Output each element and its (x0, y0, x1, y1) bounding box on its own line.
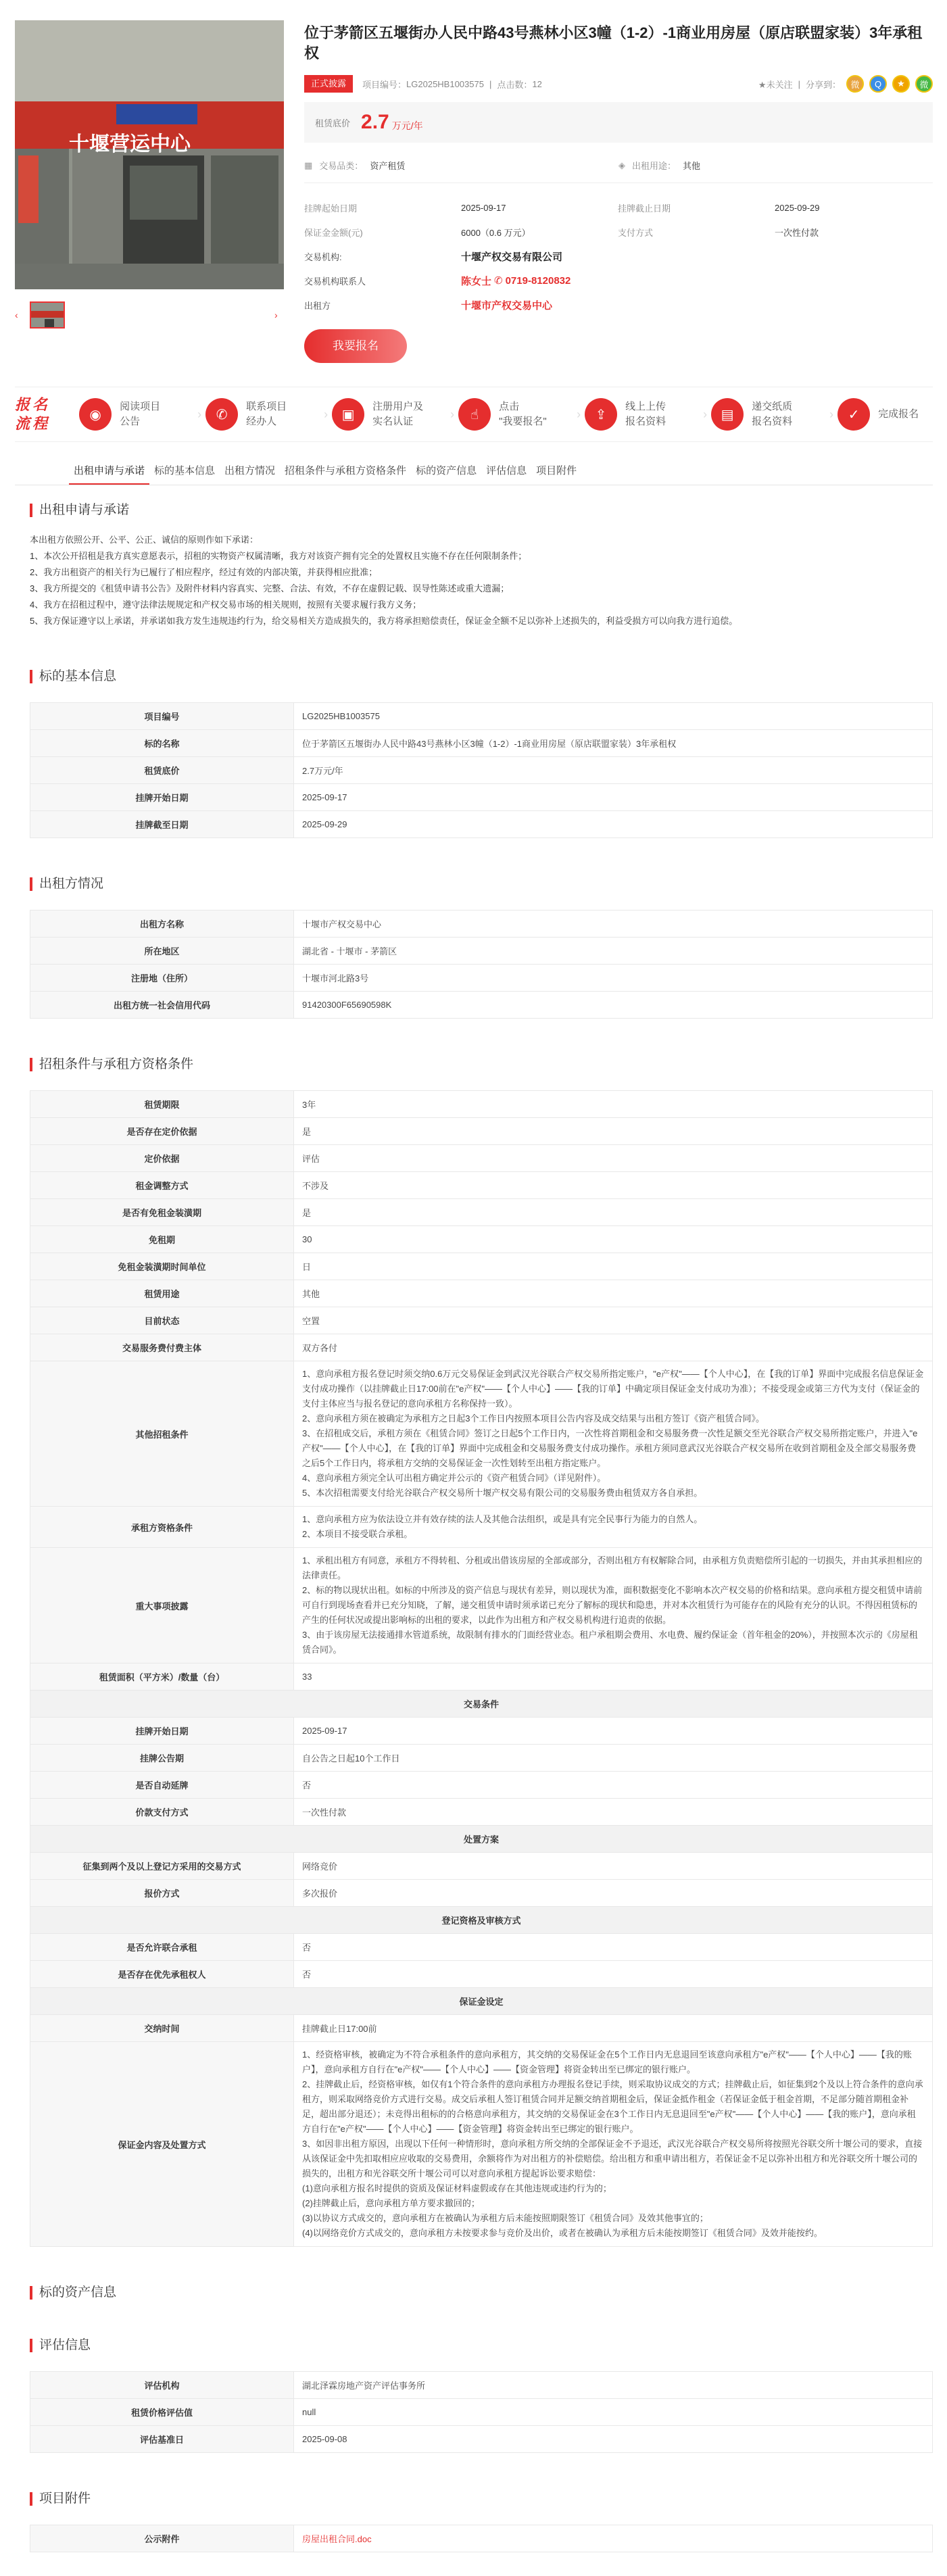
use-label: 出租用途： (632, 161, 677, 172)
row-value: 91420300F65690598K (294, 992, 933, 1019)
row-label: 定价依据 (30, 1145, 294, 1172)
row-label: 免租期 (30, 1226, 294, 1253)
row-value: 2025-09-08 (294, 2426, 933, 2453)
pay-label: 支付方式 (618, 227, 654, 238)
detail-grid (304, 195, 933, 317)
section-title: 标的基本信息 (30, 670, 933, 683)
group-title: 保证金设定 (30, 1988, 933, 2015)
commitment-line: 本出租方依照公开、公平、公正、诚信的原则作如下承诺： (30, 535, 259, 545)
row-label: 是否自动延牌 (30, 1772, 294, 1799)
divider: | (798, 78, 800, 89)
attachment-link[interactable]: 房屋出租合同.doc (302, 2534, 372, 2544)
section-title: 出租方情况 (30, 877, 933, 891)
row-label: 挂牌截至日期 (30, 811, 294, 838)
table-row (30, 1226, 933, 1253)
arrow-icon: › (577, 407, 581, 421)
prev-arrow-icon[interactable]: ‹ (15, 310, 18, 320)
table-row (30, 1853, 933, 1880)
sign-up-button[interactable]: 我要报名 (304, 329, 407, 363)
commitment-line: 1、本次公开招租是我方真实意愿表示，招租的实物资产权属清晰，我方对该资产拥有完全的处置权且实施不存在任何限制条件； (30, 551, 527, 561)
check-icon: ✓ (837, 398, 870, 431)
table-row (30, 1307, 933, 1334)
thumbnail[interactable] (30, 301, 65, 329)
table-row (30, 703, 933, 730)
qzone-icon[interactable]: ★ (892, 75, 910, 93)
table-row (30, 910, 933, 938)
flow-title: 报名流程 (15, 396, 51, 432)
project-title: 位于茅箭区五堰街办人民中路43号燕林小区3幢（1-2）-1商业用房屋（原店联盟家装）3年承租权 (304, 24, 923, 62)
thumbnail-strip (15, 301, 284, 329)
row-label: 出租方名称 (30, 910, 294, 938)
attach-cell (294, 2525, 933, 2552)
row-value: 否 (294, 1961, 933, 1988)
main-image[interactable] (15, 20, 284, 289)
row-label: 租赁底价 (30, 757, 294, 784)
wechat-icon[interactable]: 微 (915, 75, 933, 93)
detail-content (30, 504, 933, 2552)
step-done (837, 398, 933, 431)
row-value: 否 (294, 1772, 933, 1799)
commitment-line: 5、我方保证遵守以上承诺，并承诺如我方发生违规违约行为，给交易相关方造成损失的，我方将承担赔偿责任，保证金全额不足以弥补上述损失的，利益受损方可以向我方进行追偿。 (30, 616, 738, 626)
step-label: 阅读项目 (120, 401, 161, 412)
lessor-label: 出租方 (304, 300, 331, 311)
section-tabs (15, 458, 933, 485)
row-label: 租赁面积（平方米）/数量（台） (30, 1663, 294, 1691)
step-register (332, 398, 446, 431)
row-label: 是否允许联合承租 (30, 1934, 294, 1961)
org-label: 交易机构: (304, 251, 342, 262)
price-unit: 万元/年 (391, 120, 423, 132)
tab-application[interactable]: 出租申请与承诺 (69, 458, 149, 485)
tab-evaluation[interactable]: 评估信息 (486, 465, 527, 477)
row-value: 3年 (294, 1091, 933, 1118)
table-group-header (30, 1907, 933, 1934)
table-row (30, 1280, 933, 1307)
row-label: 是否存在优先承租权人 (30, 1961, 294, 1988)
step-label: 完成报名 (878, 408, 919, 420)
table-group-header (30, 1826, 933, 1853)
row-value: 网络竞价 (294, 1853, 933, 1880)
step-label: 点击 (499, 401, 520, 412)
kind-label: 交易品类： (319, 161, 364, 172)
share-label: 分享到： (805, 79, 841, 90)
attach-label: 公示附件 (30, 2525, 294, 2552)
row-label: 评估基准日 (30, 2426, 294, 2453)
thumbnail-image (31, 303, 65, 329)
table-row (30, 1091, 933, 1118)
layers-icon: ◈ (618, 160, 625, 170)
contact-label: 交易机构联系人 (304, 276, 366, 287)
star-icon: ★ (758, 79, 767, 90)
pay-value: 一次性付款 (775, 227, 819, 238)
upload-icon: ⇪ (585, 398, 617, 431)
row-value: 多次报价 (294, 1880, 933, 1907)
table-row (30, 811, 933, 838)
row-label: 挂牌公告期 (30, 1745, 294, 1772)
tab-assets[interactable]: 标的资产信息 (416, 465, 477, 477)
row-label: 出租方统一社会信用代码 (30, 992, 294, 1019)
row-value: 是 (294, 1199, 933, 1226)
row-label: 是否存在定价依据 (30, 1118, 294, 1145)
table-row (30, 2015, 933, 2042)
table-row (30, 757, 933, 784)
project-no: LG2025HB1003575 (406, 78, 484, 89)
group-title: 交易条件 (30, 1691, 933, 1718)
arrow-icon: › (450, 407, 455, 421)
section-title: 评估信息 (30, 2339, 933, 2352)
commitment-text (30, 532, 933, 629)
follow-button[interactable] (758, 78, 793, 91)
row-value: null (294, 2399, 933, 2426)
row-value: 双方各付 (294, 1334, 933, 1361)
step-label: 注册用户及 (372, 401, 424, 412)
step-contact (205, 398, 320, 431)
use-value: 其他 (683, 161, 701, 172)
table-row (30, 1548, 933, 1663)
status-badge: 正式披露 (304, 75, 353, 93)
trade-kind (304, 159, 618, 172)
row-value: 30 (294, 1226, 933, 1253)
row-label: 目前状态 (30, 1307, 294, 1334)
next-arrow-icon[interactable]: › (274, 310, 278, 320)
commitment-line: 2、我方出租资产的相关行为已履行了相应程序，经过有效的内部决策，并获得相应批准； (30, 567, 378, 577)
lease-use (618, 159, 933, 172)
step-label: 公告 (120, 416, 141, 427)
views-label: 点击数： (497, 79, 533, 90)
sign-text: 十堰营运中心 (69, 132, 191, 156)
category-row (304, 159, 933, 183)
row-label: 租金调整方式 (30, 1172, 294, 1199)
step-upload (585, 398, 699, 431)
table-row (30, 1145, 933, 1172)
attachment-table (30, 2525, 933, 2552)
step-paper (711, 398, 825, 431)
price-label: 租赁底价 (315, 118, 351, 128)
start-value: 2025-09-17 (461, 202, 506, 213)
table-row (30, 2426, 933, 2453)
tab-lessor[interactable]: 出租方情况 (224, 465, 276, 477)
table-row (30, 1772, 933, 1799)
image-gallery (15, 20, 284, 329)
row-value: 1、承租出租方有同意，承租方不得转租、分租或出借该房屋的全部或部分，否则出租方有权解除合同，由承租方负责赔偿所引起的一切损失，并由其承担相应的法律责任。 2、标的物以现状出租。如标的中所涉及的资产信息与现状有差异，则以现状为准，面积数据变化不影响本次产权交易的价格和结果。意向承租方提交租赁申请前可自行到现场查看并已充分知晓，了解，递交租赁申请时须承诺已充分了解标的现状和隐患，并对本次租赁行为可能存在的风险有充分的认识。不得因租赁标的产生的任何状况或提出影响标的出租的要求，以此作为出租方和产权交易机构进行追责的依据。 3、由于该房屋无法接通排水管道系统，故限制有排水的门面经营业态。租户承租期会费用、水电费、履约保证金（首年租金的20%），并按照本次示的《房屋租赁合同》。 (294, 1548, 933, 1663)
row-value: 挂牌截止日17:00前 (294, 2015, 933, 2042)
group-title: 处置方案 (30, 1826, 933, 1853)
end-value: 2025-09-29 (775, 202, 820, 213)
grid-icon: ▦ (304, 160, 313, 170)
row-label: 租赁用途 (30, 1280, 294, 1307)
tab-conditions[interactable]: 招租条件与承租方资格条件 (285, 465, 407, 477)
table-row (30, 1961, 933, 1988)
row-label: 租赁价格评估值 (30, 2399, 294, 2426)
table-row (30, 2525, 933, 2552)
row-value: 是 (294, 1118, 933, 1145)
table-row (30, 1172, 933, 1199)
kind-value: 资产租赁 (370, 161, 406, 172)
arrow-icon: › (324, 407, 329, 421)
row-value: 空置 (294, 1307, 933, 1334)
table-row (30, 1799, 933, 1826)
table-row (30, 1880, 933, 1907)
commitment-line: 3、我方所提交的《租赁申请书公告》及附件材料内容真实、完整、合法、有效，不存在虚假记载、误导性陈述或重大遗漏； (30, 583, 510, 593)
table-row (30, 965, 933, 992)
table-row (30, 992, 933, 1019)
views-count: 12 (532, 78, 542, 89)
row-label: 保证金内容及处置方式 (30, 2042, 294, 2247)
lessor-value: 十堰市产权交易中心 (461, 299, 553, 312)
end-label: 挂牌截止日期 (618, 203, 671, 214)
row-value: 1、意向承租方应为依法设立并有效存续的法人及其他合法组织，或是具有完全民事行为能力的自然人。 2、本项目不接受联合承租。 (294, 1507, 933, 1548)
table-row (30, 2399, 933, 2426)
social-bar (758, 75, 933, 93)
phone-icon: ✆ (205, 398, 238, 431)
group-title: 登记资格及审核方式 (30, 1907, 933, 1934)
commitment-line: 4、我方在招租过程中，遵守法律法规规定和产权交易市场的相关规则，按照有关要求履行我方义务； (30, 600, 422, 610)
row-value: 日 (294, 1253, 933, 1280)
row-label: 标的名称 (30, 730, 294, 757)
signup-flow (15, 387, 933, 442)
section-title: 项目附件 (30, 2492, 933, 2506)
tab-basic-info[interactable]: 标的基本信息 (154, 465, 216, 477)
step-read (79, 398, 193, 431)
row-label: 重大事项披露 (30, 1548, 294, 1663)
arrow-icon: › (829, 407, 834, 421)
row-value: 自公告之日起10个工作日 (294, 1745, 933, 1772)
table-row (30, 1718, 933, 1745)
row-value: 否 (294, 1934, 933, 1961)
row-value: 2025-09-17 (294, 1718, 933, 1745)
eye-icon: ◉ (79, 398, 112, 431)
row-value: 1、经资格审核，被确定为不符合承租条件的意向承租方，其交纳的交易保证金在5个工作日内无息退回至该意向承租方"e产权"——【个人中心】——【我的账户】，意向承租方自行在"e产权"——【个人中心】——【资金管理】将资金转出至已绑定的银行账户。 2、挂牌截止后，经资格审核，如仅有1个符合条件的意向承租方办理报名登记手续，则采取协议成交的方式；挂牌截止后，如征集到2个及以上符合条件的意向承租方，则采取网络竞价方式进行交易。成交后承租人签订租赁合同并足额交纳首期租金后，保证金抵作租金（若保证金低于租金首期，不足部分随首期租金补足，超出部分退还）；未竞得出租标的的合格意向承租方，其交纳的交易保证金在3个工作日内无息退回至"e产权"——【个人中心】——【我的账户】，意向承租方自行在"e产权"——【个人中心】——【资金管理】将资金转出至已绑定的银行账户。 3、如因非出租方原因，出现以下任何一种情形时，意向承租方所交纳的全部保证金不予退还，武汉光谷联合产权交易所将按照光谷联交所十堰公司的要求，直接从该保证金中先扣取相应应收取的交易费用，余额将作为对出租方的补偿赔偿。给出租方和重申请出租方，若保证金不足以弥补出租方和光谷联交所十堰公司的损失的，出租方和光谷联交所十堰公司可以对意向承租方提起诉讼要求赔偿： (1)意向承租方报名时提供的资质及保证材料虚假或存在其他违规或违约行为的； (2)挂牌截止后，意向承租方单方要求撤回的； (3)以协议方式成交的，意向承租方在被确认为承租方后未能按照期限签订《租赁合同》及效其他事宜的； (4)以网络竞价方式成交的，意向承租方未按要求参与竞价及出价，或者在被确认为承租方后未能按期签订《租赁合同》及效并能按约。 (294, 2042, 933, 2247)
arrow-icon: › (197, 407, 202, 421)
row-label: 交纳时间 (30, 2015, 294, 2042)
row-value: 33 (294, 1663, 933, 1691)
row-label: 挂牌开始日期 (30, 784, 294, 811)
row-label: 项目编号 (30, 703, 294, 730)
table-row (30, 1745, 933, 1772)
row-value: 其他 (294, 1280, 933, 1307)
tab-attachments[interactable]: 项目附件 (536, 465, 577, 477)
contact-name: 陈女士 (461, 275, 492, 287)
step-label: 实名认证 (372, 416, 414, 427)
start-label: 挂牌起始日期 (304, 203, 358, 214)
table-row (30, 938, 933, 965)
row-value: 不涉及 (294, 1172, 933, 1199)
phone-icon: ✆ (494, 275, 503, 287)
row-value: 湖北省 - 十堰市 - 茅箭区 (294, 938, 933, 965)
row-label: 注册地（住所） (30, 965, 294, 992)
row-label: 其他招租条件 (30, 1361, 294, 1507)
table-row (30, 1507, 933, 1548)
hand-icon: ☝ (458, 398, 491, 431)
table-row (30, 730, 933, 757)
evaluation-table (30, 2371, 933, 2453)
table-group-header (30, 1988, 933, 2015)
row-value: 位于茅箭区五堰街办人民中路43号燕林小区3幢（1-2）-1商业用房屋（原店联盟家装）3年承租权 (294, 730, 933, 757)
row-value: 2.7万元/年 (294, 757, 933, 784)
table-row (30, 784, 933, 811)
section-title: 招租条件与承租方资格条件 (30, 1058, 933, 1071)
qq-icon[interactable]: Q (869, 75, 887, 93)
step-label: 经办人 (246, 416, 277, 427)
row-label: 评估机构 (30, 2372, 294, 2399)
step-click (458, 398, 573, 431)
row-value: 十堰市产权交易中心 (294, 910, 933, 938)
meta-bar (304, 75, 933, 93)
document-icon: ▤ (711, 398, 744, 431)
table-row (30, 1934, 933, 1961)
row-value: 评估 (294, 1145, 933, 1172)
lessor-table (30, 910, 933, 1019)
row-label: 征集到两个及以上登记方采用的交易方式 (30, 1853, 294, 1880)
arrow-icon: › (703, 407, 708, 421)
price-box (304, 102, 933, 143)
follow-label: 未关注 (766, 79, 793, 90)
row-value: 湖北泽霖房地产资产评估事务所 (294, 2372, 933, 2399)
row-label: 是否有免租金装潢期 (30, 1199, 294, 1226)
row-label: 承租方资格条件 (30, 1507, 294, 1548)
step-label: 报名资料 (625, 416, 666, 427)
step-label: 线上上传 (625, 401, 666, 412)
section-title: 出租申请与承诺 (30, 504, 933, 517)
row-value: 1、意向承租方报名登记时须交纳0.6万元交易保证金到武汉光谷联合产权交易所指定账户，"e产权"——【个人中心】，在【我的订单】界面中完成报名信息保证金支付成功操作（以挂牌截止日17:00前在"e产权"——【个人中心】——【我的订单】中确定项目保证金支付成功为准）；不接受现金或第三方代为支付（保证金的支付主体应当与报名登记的意向承租方名称保持一致）。 2、意向承租方须在被确定为承租方之日起3个工作日内按照本项目公告内容及成交结果与出租方签订《资产租赁合同》。 3、在招租成交后，承租方须在《租赁合同》签订之日起5个工作日内，一次性将首期租金和交易服务费一次性足额交至光谷联合产权交易所指定账户，并进入"e产权"——【个人中心】，在【我的订单】界面中完成租金和交易服务费支付成功操作。承租方须同意武汉光谷联合产权交易所在收到首期租金及全部交易服务费之后5个工作日内，将承租方交纳的交易保证金一次性划转至出租方指定账户。 4、意向承租方须完全认可出租方确定并公示的《资产租赁合同》（详见附件）。 5、本次招租需要支付给光谷联合产权交易所十堰产权交易有限公司的交易服务费由租赁双方各自承担。 (294, 1361, 933, 1507)
price-value: 2.7 (361, 111, 389, 134)
row-label: 交易服务费付费主体 (30, 1334, 294, 1361)
contact-phone[interactable]: 0719-8120832 (505, 274, 571, 287)
row-value: 2025-09-17 (294, 784, 933, 811)
row-label: 租赁期限 (30, 1091, 294, 1118)
table-row (30, 2042, 933, 2247)
row-value: 2025-09-29 (294, 811, 933, 838)
step-label: 报名资料 (752, 416, 793, 427)
row-value: 一次性付款 (294, 1799, 933, 1826)
step-label: 联系项目 (246, 401, 287, 412)
basic-info-table (30, 702, 933, 838)
table-row (30, 1199, 933, 1226)
table-row (30, 2372, 933, 2399)
project-info (304, 20, 933, 363)
table-row (30, 1253, 933, 1280)
weibo-icon[interactable]: 微 (846, 75, 864, 93)
section-title: 标的资产信息 (30, 2286, 933, 2300)
divider: | (489, 78, 492, 89)
row-label: 免租金装潢期时间单位 (30, 1253, 294, 1280)
row-value: LG2025HB1003575 (294, 703, 933, 730)
step-label: "我要报名" (499, 416, 547, 427)
project-no-label: 项目编号： (362, 79, 407, 90)
row-label: 挂牌开始日期 (30, 1718, 294, 1745)
table-group-header (30, 1691, 933, 1718)
table-row (30, 1361, 933, 1507)
row-value: 十堰市河北路3号 (294, 965, 933, 992)
table-row (30, 1118, 933, 1145)
conditions-table (30, 1090, 933, 2247)
row-label: 所在地区 (30, 938, 294, 965)
row-label: 价款支付方式 (30, 1799, 294, 1826)
step-label: 递交纸质 (752, 401, 793, 412)
row-label: 报价方式 (30, 1880, 294, 1907)
id-card-icon: ▣ (332, 398, 364, 431)
table-row (30, 1334, 933, 1361)
deposit-value: 6000（0.6 万元） (461, 227, 531, 238)
table-row (30, 1663, 933, 1691)
org-value: 十堰产权交易有限公司 (461, 251, 563, 263)
deposit-label: 保证金金额(元) (304, 227, 363, 238)
